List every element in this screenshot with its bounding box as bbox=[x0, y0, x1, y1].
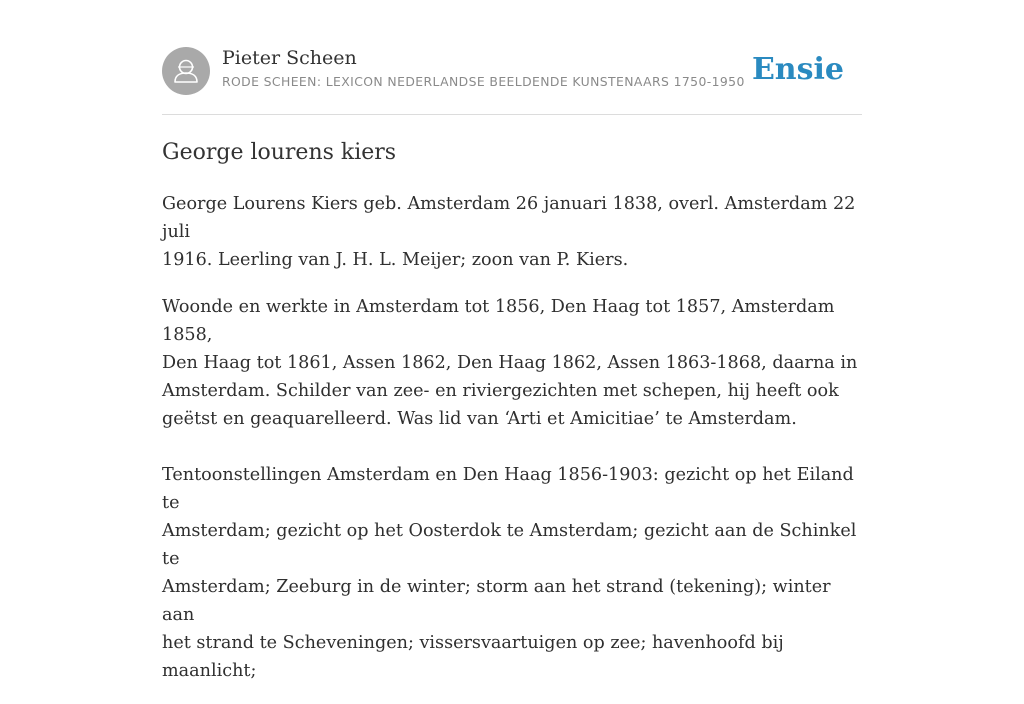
source-label[interactable]: RODE SCHEEN: LEXICON NEDERLANDSE BEELDENDE KUNSTENAARS 1750-1950 bbox=[222, 74, 745, 89]
article-header bbox=[162, 46, 862, 115]
brand-logo[interactable]: Ensie bbox=[751, 52, 844, 87]
article-title: George lourens kiers bbox=[162, 140, 397, 165]
author-avatar[interactable] bbox=[162, 47, 210, 95]
article-body bbox=[162, 190, 862, 704]
article-paragraph: Woonde en werkte in Amsterdam tot 1856, Den Haag tot 1857, Amsterdam 1858, Den Haag tot 1861, Assen 1862, Den Haag 1862, Assen 1863-1868, daarna in Amsterdam. Schilder van zee- en riviergezichten met schepen, hij heeft ook geëtst en geaquarelleerd. Was lid van ‘Arti et Amicitiae’ te Amsterdam. Tentoonstellingen Amsterdam en Den Haag 1856-1903: gezicht op het Eiland te Amsterdam; gezicht op het Oosterdok te Amsterdam; gezicht aan de Schinkel te Amsterdam; Zeeburg in de winter; storm aan het strand (tekening); winter aan het strand te Scheveningen; vissersvaartuigen op zee; havenhoofd bij maanlicht; bbox=[162, 297, 858, 681]
user-silhouette-icon bbox=[162, 47, 210, 95]
article-paragraph: George Lourens Kiers geb. Amsterdam 26 januari 1838, overl. Amsterdam 22 juli 1916. Leerling van J. H. L. Meijer; zoon van P. Kiers. bbox=[162, 194, 856, 270]
author-name[interactable]: Pieter Scheen bbox=[222, 47, 357, 69]
